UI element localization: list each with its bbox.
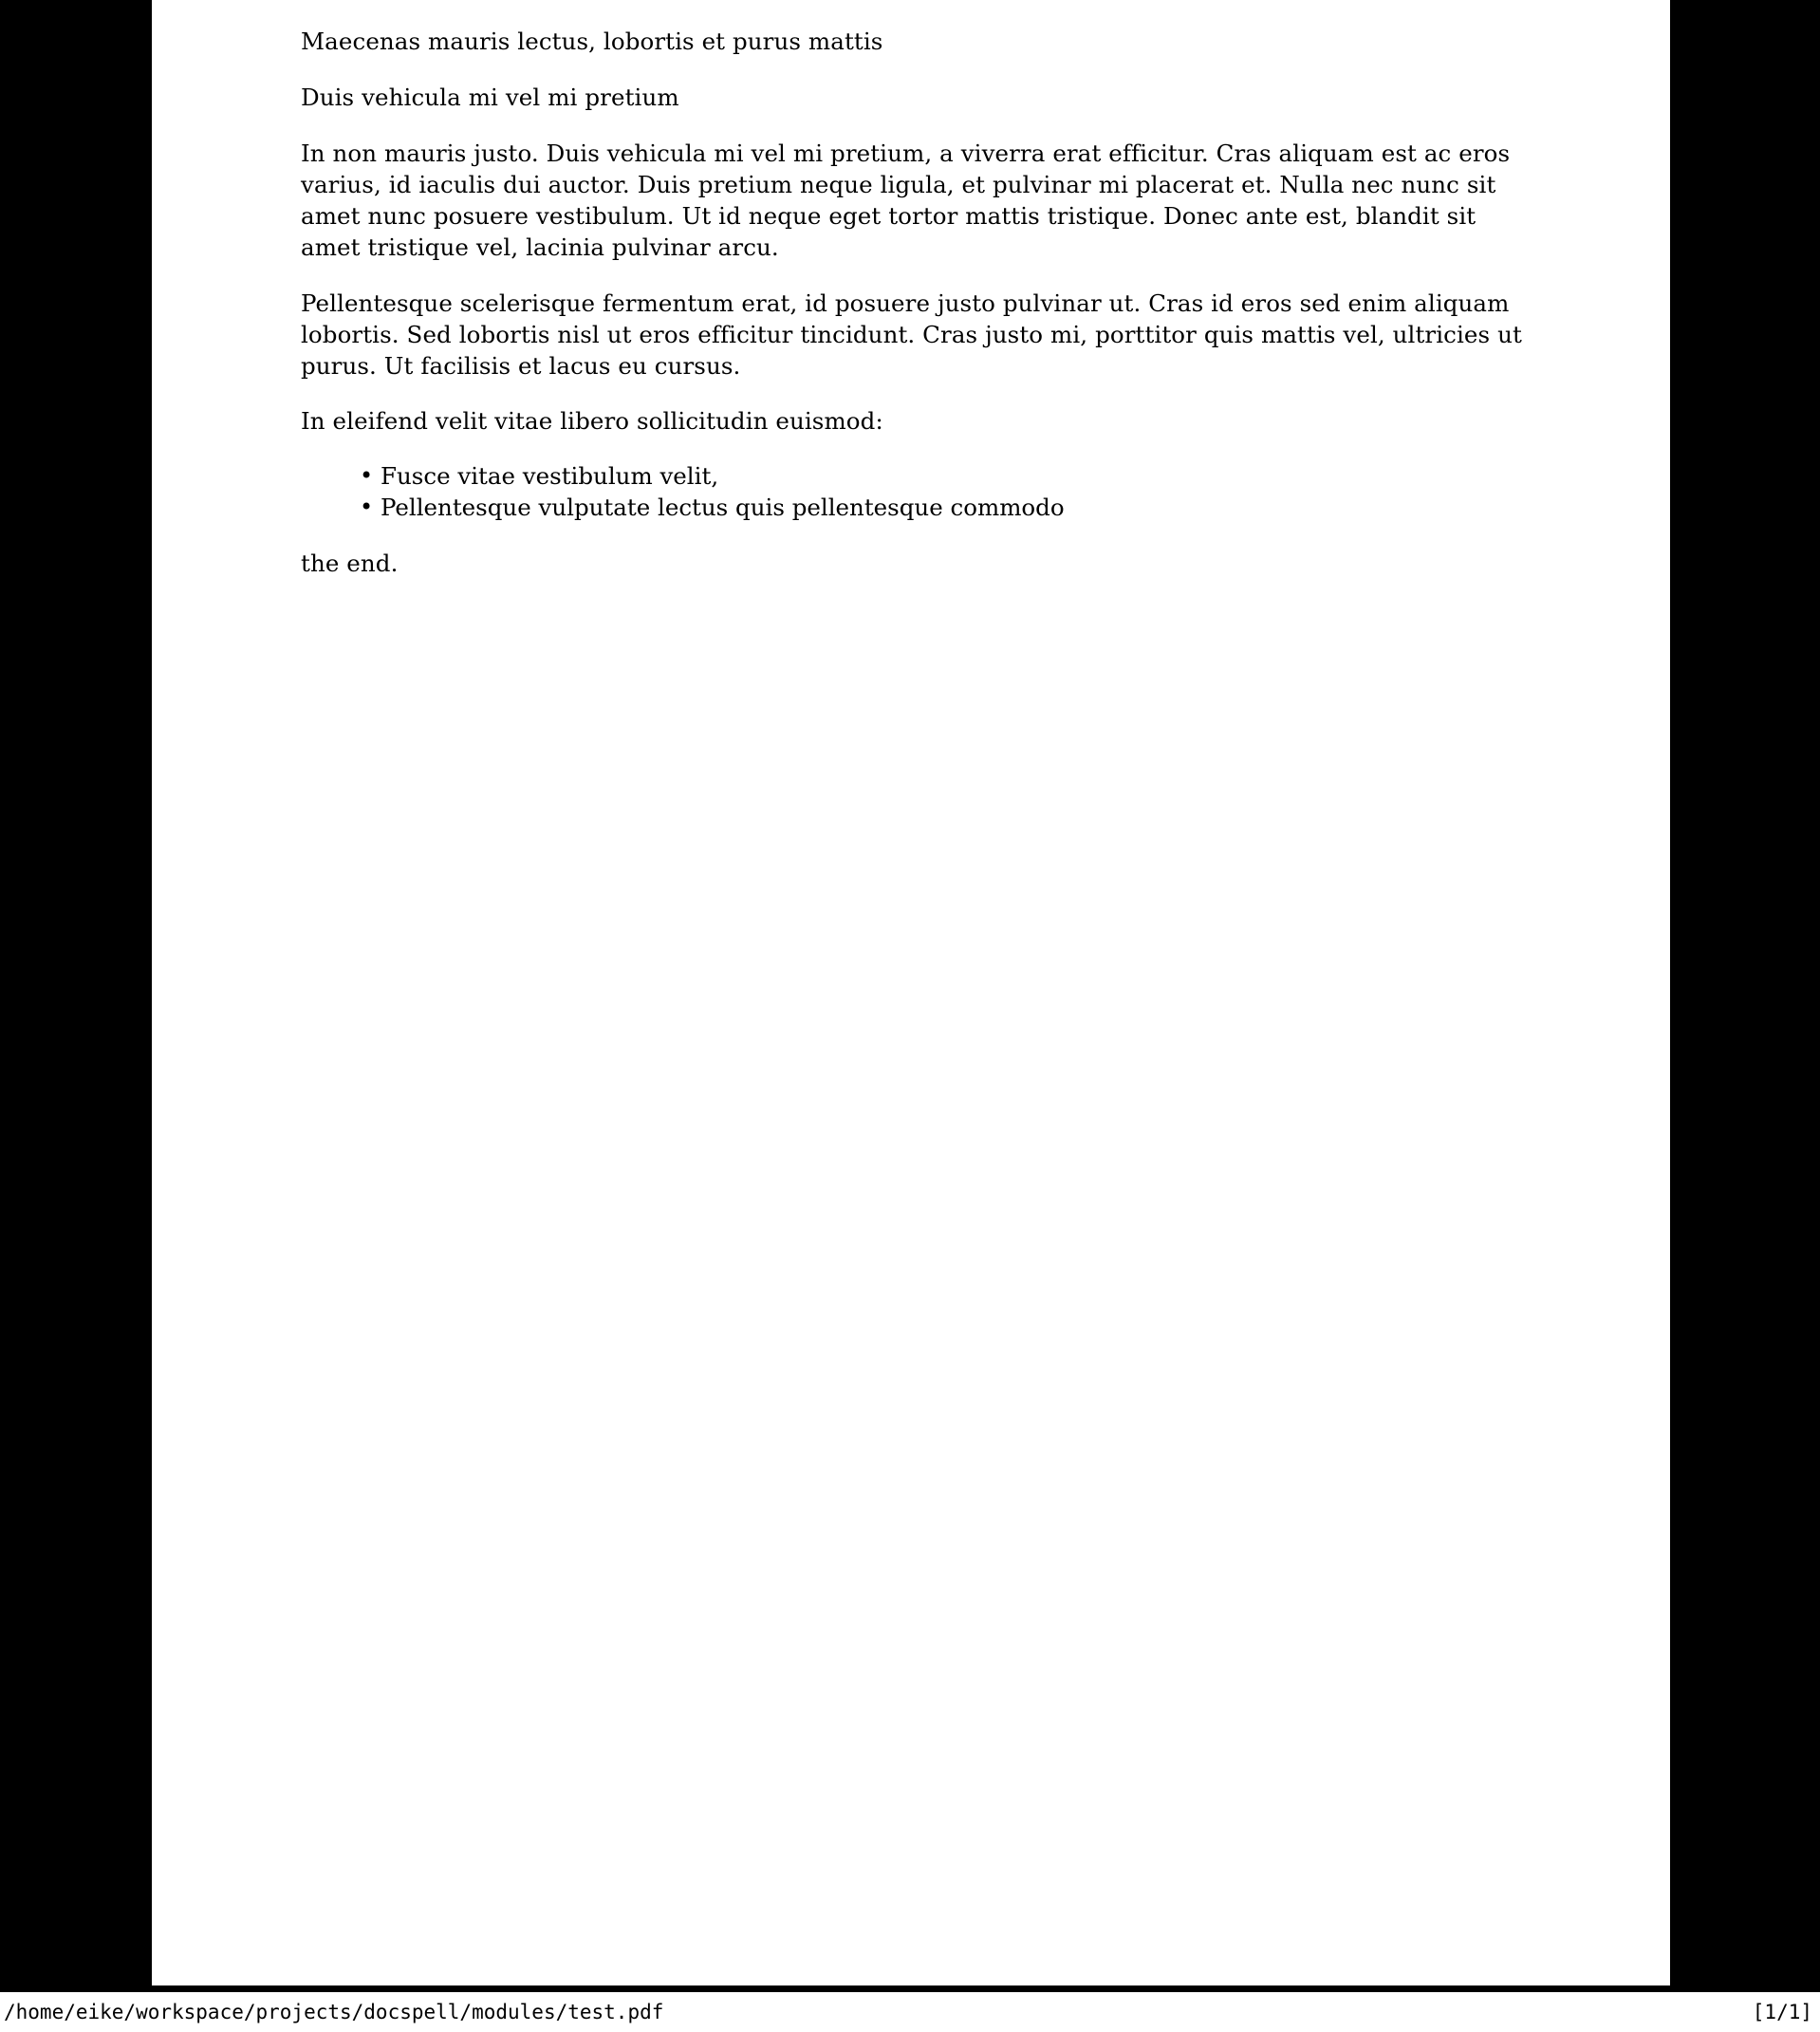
list-item: • Pellentesque vulputate lectus quis pellentesque commodo [360, 493, 1525, 524]
status-file-path: /home/eike/workspace/projects/docspell/modules/test.pdf [4, 2001, 664, 2023]
paragraph-body-2: Pellentesque scelerisque fermentum erat, id posuere justo pulvinar ut. Cras id eros sed enim aliquam lobortis. Sed lobortis nisl ut eros efficitur tincidunt. Cras justo mi, porttitor quis mattis vel, ultricies ut purus. Ut facilisis et lacus eu cursus. [301, 289, 1522, 380]
list-item: • Fusce vitae vestibulum velit, [360, 461, 1525, 493]
paragraph-heading-1: Maecenas mauris lectus, lobortis et purus mattis [301, 28, 883, 55]
paragraph-closing: the end. [301, 550, 399, 578]
pdf-page [152, 0, 1670, 1985]
paragraph-heading-2: Duis vehicula mi vel mi pretium [301, 83, 679, 111]
paragraph-list-intro: In eleifend velit vitae libero sollicitudin euismod: [301, 407, 883, 436]
status-page-indicator: [1/1] [1752, 2001, 1812, 2023]
paragraph-body-1: In non mauris justo. Duis vehicula mi vel mi pretium, a viverra erat efficitur. Cras aliquam est ac eros varius, id iaculis dui auctor. Duis pretium neque ligula, et pulvinar mi placerat et. Nulla nec nunc sit amet nunc posuere vestibulum. Ut id neque eget tortor mattis tristique. Donec ante est, blandit sit amet tristique vel, lacinia pulvinar arcu. [301, 139, 1511, 261]
document-body [301, 27, 1525, 605]
status-bar [0, 1992, 1820, 2032]
bullet-list [301, 461, 1525, 524]
